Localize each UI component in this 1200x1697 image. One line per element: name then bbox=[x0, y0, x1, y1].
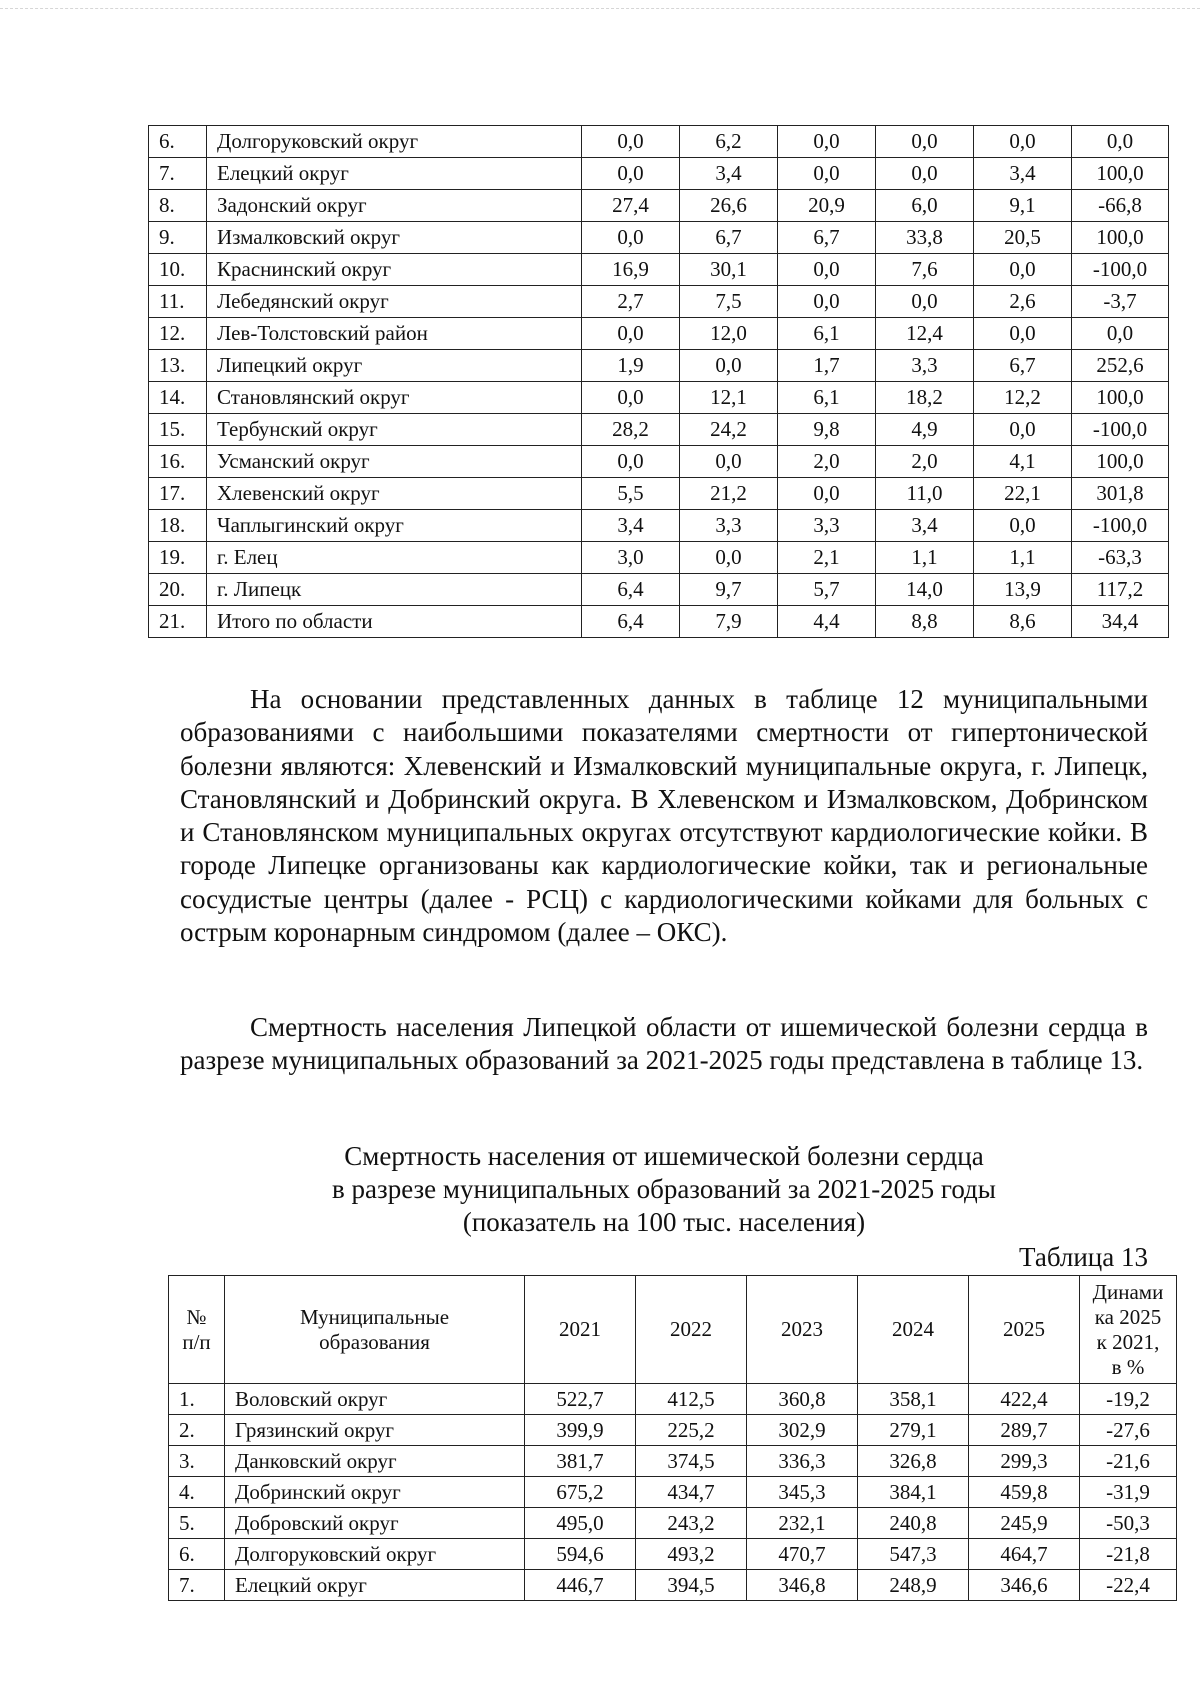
municipality-name: г. Липецк bbox=[207, 574, 582, 606]
value-2021: 1,9 bbox=[582, 350, 680, 382]
table-13-header-row bbox=[169, 1276, 1177, 1384]
municipality-name: Лев-Толстовский район bbox=[207, 318, 582, 350]
table-row bbox=[149, 606, 1169, 638]
value-2025: 464,7 bbox=[969, 1539, 1080, 1570]
table-12-body bbox=[149, 126, 1169, 638]
value-2024: 3,4 bbox=[876, 510, 974, 542]
value-dynamics: 301,8 bbox=[1072, 478, 1169, 510]
value-dynamics: -100,0 bbox=[1072, 510, 1169, 542]
value-dynamics: -100,0 bbox=[1072, 414, 1169, 446]
municipality-name: Тербунский округ bbox=[207, 414, 582, 446]
value-2024: 11,0 bbox=[876, 478, 974, 510]
value-2021: 399,9 bbox=[525, 1415, 636, 1446]
value-2024: 3,3 bbox=[876, 350, 974, 382]
value-2022: 12,1 bbox=[680, 382, 778, 414]
value-2022: 30,1 bbox=[680, 254, 778, 286]
value-2022: 3,4 bbox=[680, 158, 778, 190]
value-2025: 2,6 bbox=[974, 286, 1072, 318]
table-row bbox=[149, 446, 1169, 478]
header-2023: 2023 bbox=[747, 1276, 858, 1384]
table-row bbox=[149, 126, 1169, 158]
value-dynamics: -63,3 bbox=[1072, 542, 1169, 574]
value-2024: 1,1 bbox=[876, 542, 974, 574]
value-2025: 8,6 bbox=[974, 606, 1072, 638]
value-2025: 3,4 bbox=[974, 158, 1072, 190]
table-13-caption-line-2: в разрезе муниципальных образований за 2021-2025 годы bbox=[332, 1174, 996, 1204]
paragraph-hypertension-summary bbox=[180, 683, 1148, 949]
value-2021: 0,0 bbox=[582, 222, 680, 254]
value-2021: 0,0 bbox=[582, 446, 680, 478]
value-2022: 21,2 bbox=[680, 478, 778, 510]
value-2023: 3,3 bbox=[778, 510, 876, 542]
value-2021: 594,6 bbox=[525, 1539, 636, 1570]
value-dynamics: -21,6 bbox=[1080, 1446, 1177, 1477]
value-2025: 13,9 bbox=[974, 574, 1072, 606]
table-row bbox=[149, 382, 1169, 414]
value-2024: 326,8 bbox=[858, 1446, 969, 1477]
value-2023: 470,7 bbox=[747, 1539, 858, 1570]
value-dynamics: -3,7 bbox=[1072, 286, 1169, 318]
value-dynamics: -27,6 bbox=[1080, 1415, 1177, 1446]
value-2025: 0,0 bbox=[974, 510, 1072, 542]
value-2025: 459,8 bbox=[969, 1477, 1080, 1508]
value-2022: 6,7 bbox=[680, 222, 778, 254]
header-num bbox=[169, 1276, 225, 1384]
value-2024: 248,9 bbox=[858, 1570, 969, 1601]
value-2023: 232,1 bbox=[747, 1508, 858, 1539]
header-dynamics-line-2: ка 2025 bbox=[1094, 1304, 1162, 1329]
value-2022: 374,5 bbox=[636, 1446, 747, 1477]
value-2024: 18,2 bbox=[876, 382, 974, 414]
value-2021: 3,4 bbox=[582, 510, 680, 542]
value-2022: 243,2 bbox=[636, 1508, 747, 1539]
value-2025: 22,1 bbox=[974, 478, 1072, 510]
municipality-name: Лебедянский округ bbox=[207, 286, 582, 318]
value-2022: 0,0 bbox=[680, 350, 778, 382]
row-number: 4. bbox=[169, 1477, 225, 1508]
value-dynamics: -19,2 bbox=[1080, 1384, 1177, 1415]
row-number: 8. bbox=[149, 190, 207, 222]
table-13-label: Таблица 13 bbox=[1019, 1242, 1148, 1272]
value-2021: 522,7 bbox=[525, 1384, 636, 1415]
page-top-edge bbox=[0, 8, 1200, 9]
value-2024: 4,9 bbox=[876, 414, 974, 446]
table-row bbox=[149, 286, 1169, 318]
value-2024: 7,6 bbox=[876, 254, 974, 286]
value-2022: 7,5 bbox=[680, 286, 778, 318]
row-number: 19. bbox=[149, 542, 207, 574]
value-2021: 0,0 bbox=[582, 158, 680, 190]
table-row bbox=[149, 542, 1169, 574]
municipality-name: Грязинский округ bbox=[225, 1415, 525, 1446]
row-number: 10. bbox=[149, 254, 207, 286]
value-2022: 9,7 bbox=[680, 574, 778, 606]
value-2023: 2,1 bbox=[778, 542, 876, 574]
header-dynamics-line-4: в % bbox=[1111, 1354, 1145, 1379]
value-2025: 346,6 bbox=[969, 1570, 1080, 1601]
value-2021: 5,5 bbox=[582, 478, 680, 510]
value-dynamics: 100,0 bbox=[1072, 446, 1169, 478]
table-row bbox=[149, 254, 1169, 286]
value-2024: 358,1 bbox=[858, 1384, 969, 1415]
value-2021: 16,9 bbox=[582, 254, 680, 286]
value-2023: 6,1 bbox=[778, 382, 876, 414]
table-row bbox=[149, 350, 1169, 382]
municipality-name: Усманский округ bbox=[207, 446, 582, 478]
value-2023: 336,3 bbox=[747, 1446, 858, 1477]
value-2025: 299,3 bbox=[969, 1446, 1080, 1477]
value-2021: 0,0 bbox=[582, 382, 680, 414]
municipality-name: Задонский округ bbox=[207, 190, 582, 222]
header-municipality-line-1: Муниципальные bbox=[299, 1304, 450, 1329]
municipality-name: Долгоруковский округ bbox=[207, 126, 582, 158]
value-dynamics: -31,9 bbox=[1080, 1477, 1177, 1508]
value-2023: 0,0 bbox=[778, 286, 876, 318]
value-2024: 2,0 bbox=[876, 446, 974, 478]
value-2023: 1,7 bbox=[778, 350, 876, 382]
value-2022: 0,0 bbox=[680, 542, 778, 574]
row-number: 15. bbox=[149, 414, 207, 446]
header-num-line-1: № bbox=[186, 1304, 207, 1329]
municipality-name: Елецкий округ bbox=[207, 158, 582, 190]
value-2021: 28,2 bbox=[582, 414, 680, 446]
table-row bbox=[149, 190, 1169, 222]
table-row bbox=[149, 510, 1169, 542]
municipality-name: Краснинский округ bbox=[207, 254, 582, 286]
value-2025: 422,4 bbox=[969, 1384, 1080, 1415]
value-2024: 0,0 bbox=[876, 158, 974, 190]
table-row bbox=[169, 1570, 1177, 1601]
paragraph-1-text: На основании представленных данных в таблице 12 муниципальными образованиями с наибольшими показателями смертности от гипертонической болезни являются: Хлевенский и Измалковский муниципальные округа, г. Липецк, Становлянский и Добринский округа. В Хлевенском и Измалковском, Добринском и Становлянском муниципальных округах отсутствуют кардиологические койки. В городе Липецке организованы как кардиологические койки, так и региональные сосудистые центры (далее - РСЦ) с кардиологическими койками для больных с острым коронарным синдромом (далее – ОКС). bbox=[180, 684, 1148, 948]
row-number: 14. bbox=[149, 382, 207, 414]
row-number: 7. bbox=[169, 1570, 225, 1601]
value-2023: 346,8 bbox=[747, 1570, 858, 1601]
row-number: 6. bbox=[149, 126, 207, 158]
value-2025: 20,5 bbox=[974, 222, 1072, 254]
table-row bbox=[169, 1477, 1177, 1508]
value-2024: 279,1 bbox=[858, 1415, 969, 1446]
table-row bbox=[149, 478, 1169, 510]
municipality-name: Чаплыгинский округ bbox=[207, 510, 582, 542]
value-dynamics: 0,0 bbox=[1072, 318, 1169, 350]
header-municipality-line-2: образования bbox=[319, 1329, 430, 1354]
table-13 bbox=[168, 1275, 1177, 1601]
value-2021: 6,4 bbox=[582, 574, 680, 606]
row-number: 9. bbox=[149, 222, 207, 254]
value-2023: 0,0 bbox=[778, 158, 876, 190]
row-number: 11. bbox=[149, 286, 207, 318]
value-dynamics: -100,0 bbox=[1072, 254, 1169, 286]
municipality-name: Измалковский округ bbox=[207, 222, 582, 254]
value-2023: 0,0 bbox=[778, 126, 876, 158]
row-number: 20. bbox=[149, 574, 207, 606]
table-row bbox=[169, 1415, 1177, 1446]
value-2025: 0,0 bbox=[974, 318, 1072, 350]
value-dynamics: 117,2 bbox=[1072, 574, 1169, 606]
table-13-body bbox=[169, 1384, 1177, 1601]
value-2024: 8,8 bbox=[876, 606, 974, 638]
value-dynamics: -21,8 bbox=[1080, 1539, 1177, 1570]
value-2024: 12,4 bbox=[876, 318, 974, 350]
value-2025: 9,1 bbox=[974, 190, 1072, 222]
value-dynamics: -66,8 bbox=[1072, 190, 1169, 222]
value-2024: 384,1 bbox=[858, 1477, 969, 1508]
municipality-name: Итого по области bbox=[207, 606, 582, 638]
row-number: 1. bbox=[169, 1384, 225, 1415]
value-2023: 0,0 bbox=[778, 254, 876, 286]
value-2022: 24,2 bbox=[680, 414, 778, 446]
header-num-line-2: п/п bbox=[182, 1329, 211, 1354]
value-2021: 2,7 bbox=[582, 286, 680, 318]
table-row bbox=[149, 158, 1169, 190]
municipality-name: Добринский округ bbox=[225, 1477, 525, 1508]
value-2023: 360,8 bbox=[747, 1384, 858, 1415]
header-2021: 2021 bbox=[525, 1276, 636, 1384]
row-number: 3. bbox=[169, 1446, 225, 1477]
table-12 bbox=[148, 125, 1169, 638]
table-row bbox=[169, 1508, 1177, 1539]
value-2022: 6,2 bbox=[680, 126, 778, 158]
value-dynamics: 0,0 bbox=[1072, 126, 1169, 158]
value-2024: 0,0 bbox=[876, 126, 974, 158]
value-2021: 381,7 bbox=[525, 1446, 636, 1477]
row-number: 2. bbox=[169, 1415, 225, 1446]
row-number: 12. bbox=[149, 318, 207, 350]
row-number: 21. bbox=[149, 606, 207, 638]
value-2022: 0,0 bbox=[680, 446, 778, 478]
paragraph-table-13-intro bbox=[180, 1011, 1148, 1078]
row-number: 16. bbox=[149, 446, 207, 478]
value-2022: 12,0 bbox=[680, 318, 778, 350]
value-2024: 547,3 bbox=[858, 1539, 969, 1570]
table-row bbox=[169, 1539, 1177, 1570]
value-2025: 245,9 bbox=[969, 1508, 1080, 1539]
value-dynamics: -50,3 bbox=[1080, 1508, 1177, 1539]
municipality-name: Добровский округ bbox=[225, 1508, 525, 1539]
row-number: 18. bbox=[149, 510, 207, 542]
value-2021: 675,2 bbox=[525, 1477, 636, 1508]
value-2021: 446,7 bbox=[525, 1570, 636, 1601]
municipality-name: Елецкий округ bbox=[225, 1570, 525, 1601]
value-dynamics: 100,0 bbox=[1072, 382, 1169, 414]
value-2022: 434,7 bbox=[636, 1477, 747, 1508]
header-2022: 2022 bbox=[636, 1276, 747, 1384]
table-row bbox=[149, 222, 1169, 254]
value-2022: 7,9 bbox=[680, 606, 778, 638]
value-2025: 0,0 bbox=[974, 254, 1072, 286]
value-2021: 495,0 bbox=[525, 1508, 636, 1539]
value-2023: 2,0 bbox=[778, 446, 876, 478]
value-2023: 0,0 bbox=[778, 478, 876, 510]
value-dynamics: 100,0 bbox=[1072, 158, 1169, 190]
value-2024: 33,8 bbox=[876, 222, 974, 254]
table-row bbox=[149, 318, 1169, 350]
value-2021: 3,0 bbox=[582, 542, 680, 574]
table-row bbox=[169, 1384, 1177, 1415]
table-row bbox=[149, 574, 1169, 606]
value-2022: 493,2 bbox=[636, 1539, 747, 1570]
value-dynamics: -22,4 bbox=[1080, 1570, 1177, 1601]
value-2022: 26,6 bbox=[680, 190, 778, 222]
header-dynamics-line-3: к 2021, bbox=[1096, 1329, 1160, 1354]
municipality-name: Воловский округ bbox=[225, 1384, 525, 1415]
value-2022: 394,5 bbox=[636, 1570, 747, 1601]
value-2021: 6,4 bbox=[582, 606, 680, 638]
value-2025: 4,1 bbox=[974, 446, 1072, 478]
value-2025: 0,0 bbox=[974, 126, 1072, 158]
value-2025: 1,1 bbox=[974, 542, 1072, 574]
table-13-caption-line-3: (показатель на 100 тыс. населения) bbox=[462, 1207, 866, 1237]
value-2023: 6,7 bbox=[778, 222, 876, 254]
value-2021: 0,0 bbox=[582, 126, 680, 158]
municipality-name: Липецкий округ bbox=[207, 350, 582, 382]
table-row bbox=[169, 1446, 1177, 1477]
row-number: 5. bbox=[169, 1508, 225, 1539]
value-2025: 0,0 bbox=[974, 414, 1072, 446]
value-2024: 6,0 bbox=[876, 190, 974, 222]
value-dynamics: 252,6 bbox=[1072, 350, 1169, 382]
value-2025: 289,7 bbox=[969, 1415, 1080, 1446]
value-2024: 0,0 bbox=[876, 286, 974, 318]
value-2025: 6,7 bbox=[974, 350, 1072, 382]
value-2023: 20,9 bbox=[778, 190, 876, 222]
value-2023: 6,1 bbox=[778, 318, 876, 350]
value-2025: 12,2 bbox=[974, 382, 1072, 414]
value-2023: 9,8 bbox=[778, 414, 876, 446]
table-13-caption-line-1: Смертность населения от ишемической болезни сердца bbox=[344, 1141, 984, 1171]
value-2021: 0,0 bbox=[582, 318, 680, 350]
value-2024: 240,8 bbox=[858, 1508, 969, 1539]
value-2022: 412,5 bbox=[636, 1384, 747, 1415]
row-number: 13. bbox=[149, 350, 207, 382]
municipality-name: г. Елец bbox=[207, 542, 582, 574]
municipality-name: Долгоруковский округ bbox=[225, 1539, 525, 1570]
value-2022: 3,3 bbox=[680, 510, 778, 542]
value-2021: 27,4 bbox=[582, 190, 680, 222]
value-dynamics: 100,0 bbox=[1072, 222, 1169, 254]
value-dynamics: 34,4 bbox=[1072, 606, 1169, 638]
municipality-name: Хлевенский округ bbox=[207, 478, 582, 510]
municipality-name: Становлянский округ bbox=[207, 382, 582, 414]
header-dynamics bbox=[1080, 1276, 1177, 1384]
value-2023: 302,9 bbox=[747, 1415, 858, 1446]
municipality-name: Данковский округ bbox=[225, 1446, 525, 1477]
value-2024: 14,0 bbox=[876, 574, 974, 606]
header-municipality bbox=[225, 1276, 525, 1384]
row-number: 6. bbox=[169, 1539, 225, 1570]
value-2022: 225,2 bbox=[636, 1415, 747, 1446]
header-2025: 2025 bbox=[969, 1276, 1080, 1384]
paragraph-2-text: Смертность населения Липецкой области от ишемической болезни сердца в разрезе муниципальных образований за 2021-2025 годы представлена в таблице 13. bbox=[180, 1012, 1148, 1076]
table-row bbox=[149, 414, 1169, 446]
value-2023: 4,4 bbox=[778, 606, 876, 638]
header-2024: 2024 bbox=[858, 1276, 969, 1384]
row-number: 7. bbox=[149, 158, 207, 190]
value-2023: 345,3 bbox=[747, 1477, 858, 1508]
header-dynamics-line-1: Динами bbox=[1092, 1279, 1164, 1304]
value-2023: 5,7 bbox=[778, 574, 876, 606]
row-number: 17. bbox=[149, 478, 207, 510]
